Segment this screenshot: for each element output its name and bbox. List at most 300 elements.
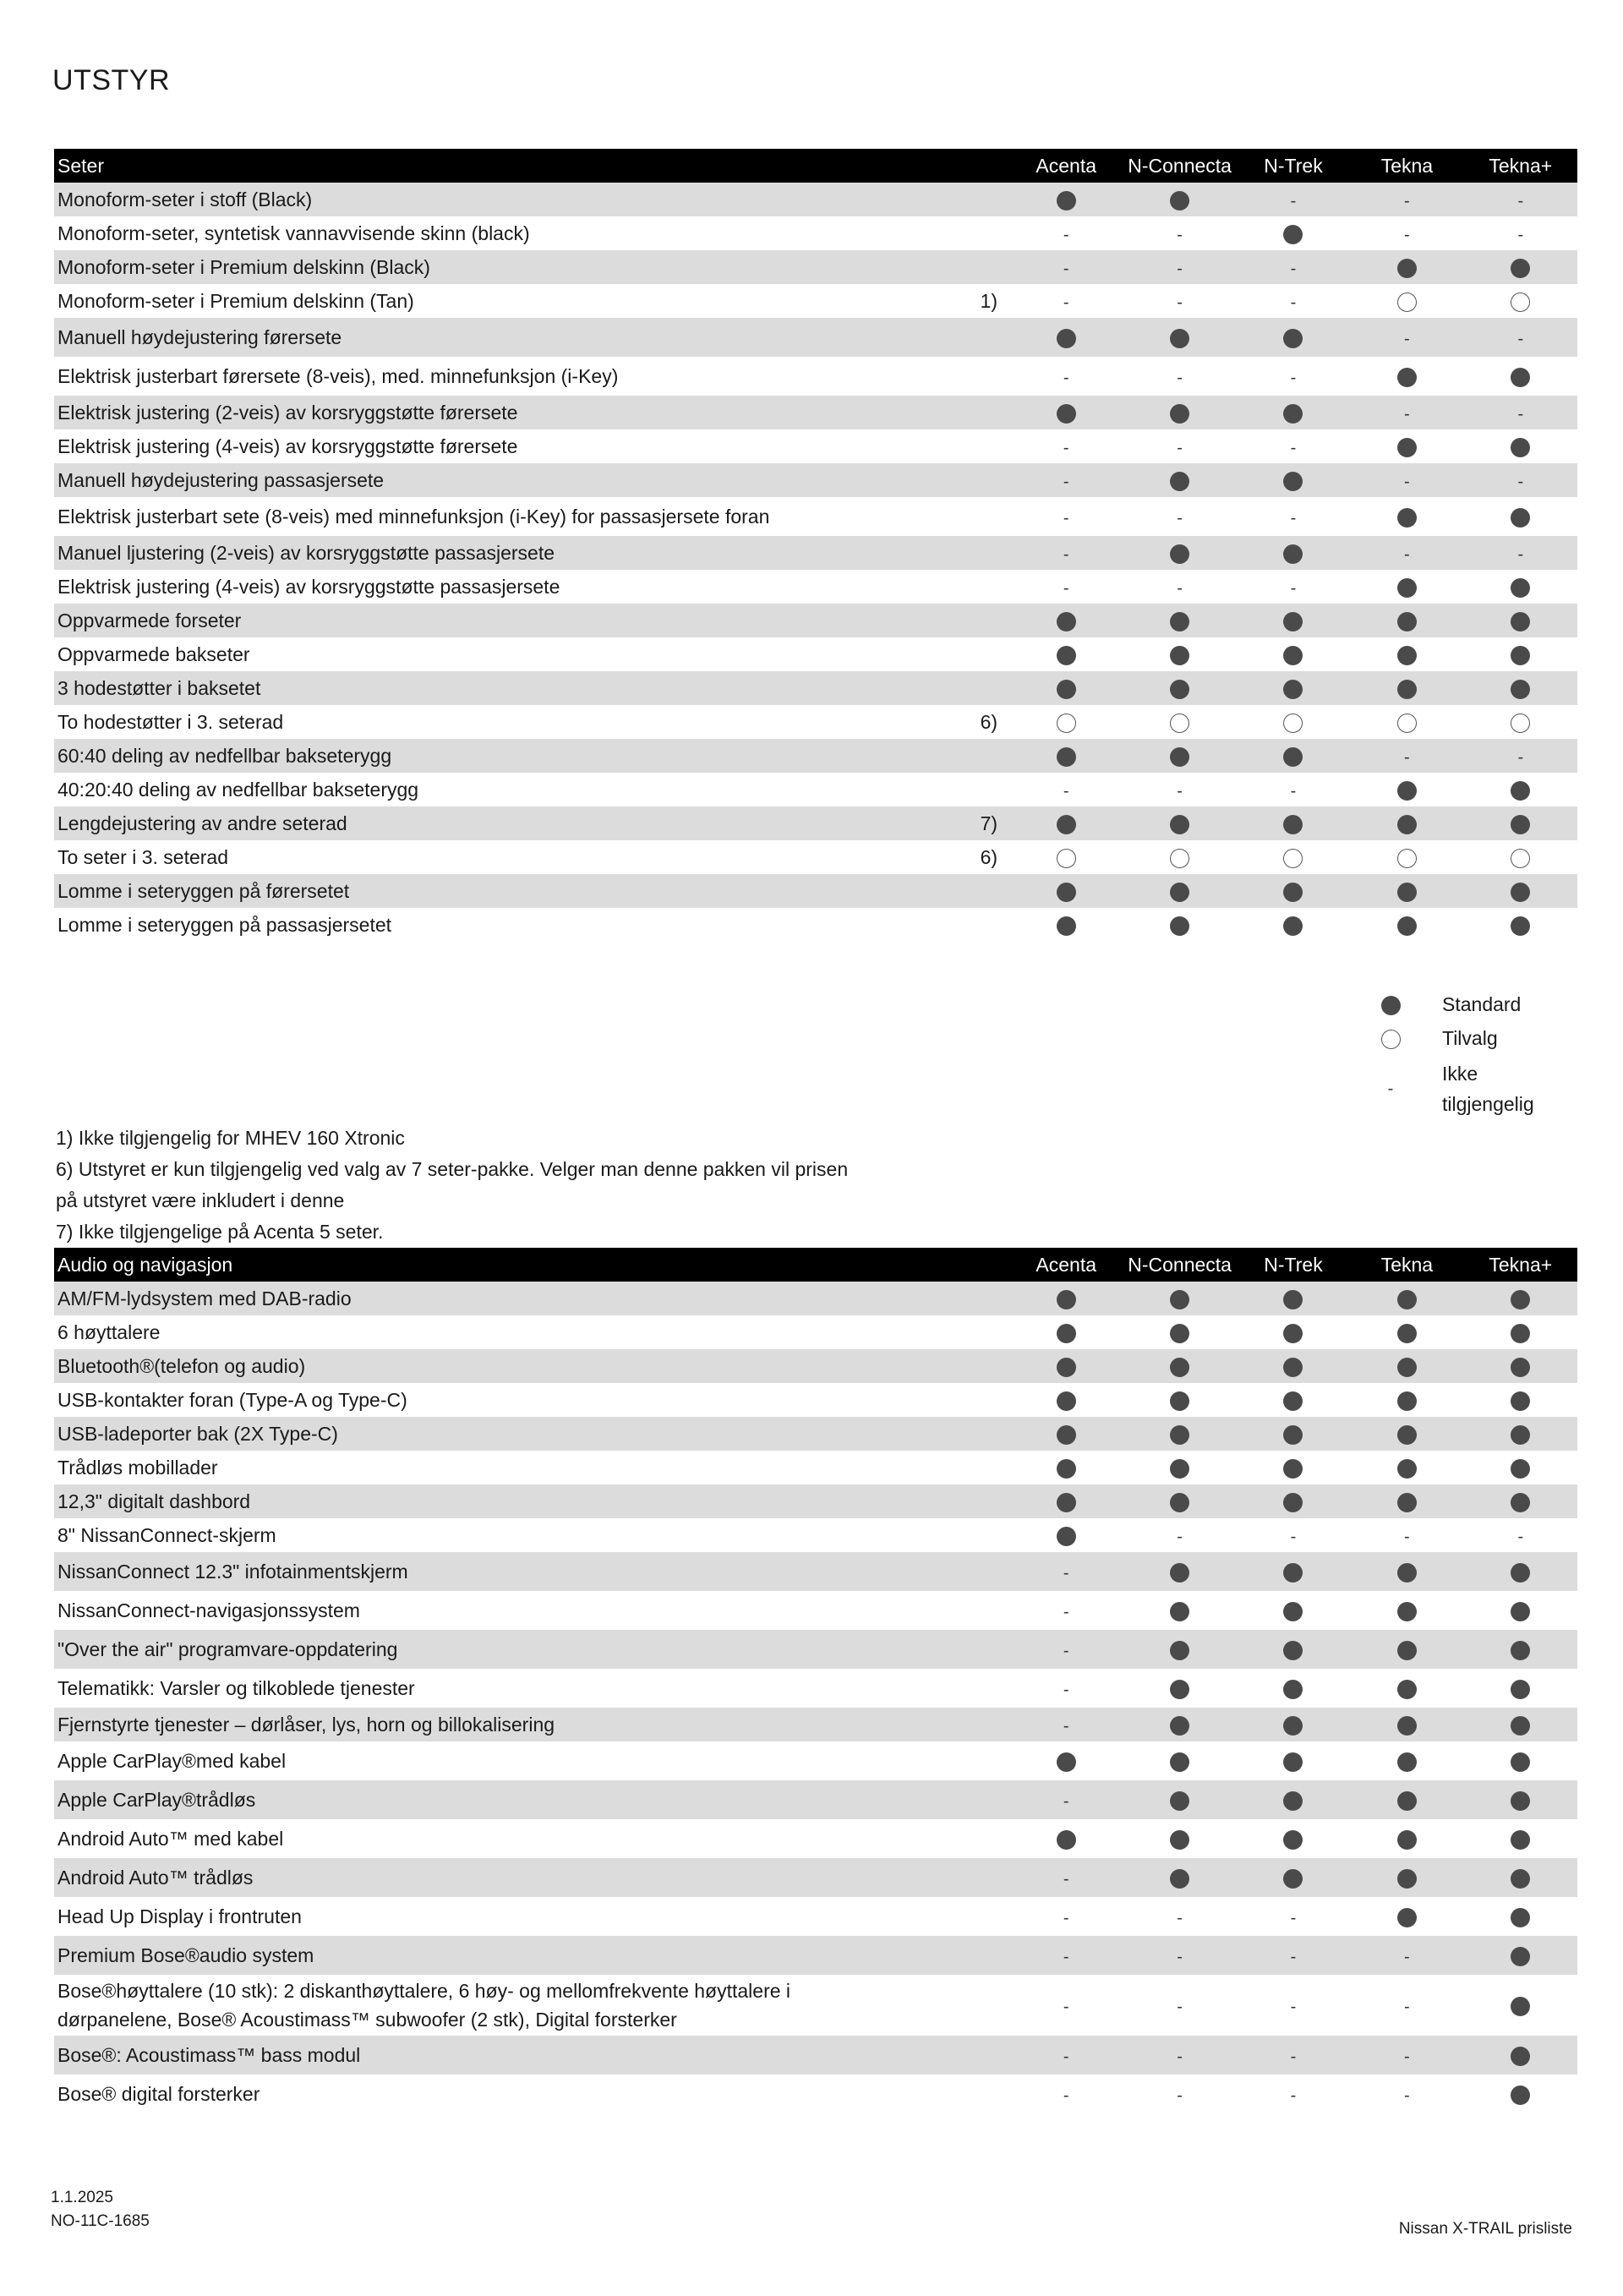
trim-cell bbox=[1009, 284, 1123, 318]
standard-dot-icon bbox=[1511, 578, 1530, 598]
not-available-dash-icon: - bbox=[1177, 2047, 1183, 2066]
table-row bbox=[54, 284, 1577, 318]
standard-dot-icon bbox=[1511, 1459, 1530, 1479]
row-footnote-ref bbox=[899, 1282, 1009, 1315]
not-available-dash-icon: - bbox=[1404, 1527, 1410, 1546]
standard-dot-icon bbox=[1511, 883, 1530, 902]
trim-cell bbox=[1350, 739, 1463, 773]
standard-dot-icon bbox=[1283, 329, 1303, 348]
not-available-dash-icon: - bbox=[1063, 225, 1069, 244]
trim-cell bbox=[1123, 806, 1236, 840]
trim-cell bbox=[1350, 2075, 1463, 2113]
standard-dot-icon bbox=[1283, 472, 1303, 491]
trim-cell bbox=[1350, 396, 1463, 429]
standard-dot-icon bbox=[1057, 1493, 1076, 1512]
trim-cell bbox=[1123, 1591, 1236, 1630]
trim-cell bbox=[1009, 1417, 1123, 1451]
standard-dot-icon bbox=[1397, 508, 1417, 528]
table-row bbox=[54, 1975, 1577, 2036]
standard-dot-icon bbox=[1057, 612, 1076, 631]
standard-dot-icon bbox=[1511, 1425, 1530, 1445]
row-label: Apple CarPlay®trådløs bbox=[54, 1780, 899, 1819]
table-row bbox=[54, 1936, 1577, 1975]
trim-cell bbox=[1350, 1552, 1463, 1591]
row-footnote-ref bbox=[899, 671, 1009, 705]
trim-cell bbox=[1009, 1669, 1123, 1708]
trim-cell bbox=[1123, 536, 1236, 570]
not-available-dash-icon: - bbox=[1290, 1997, 1297, 2016]
not-available-dash-icon: - bbox=[1387, 1079, 1394, 1098]
row-footnote-ref bbox=[899, 570, 1009, 604]
row-footnote-ref bbox=[899, 1591, 1009, 1630]
trim-cell bbox=[1464, 1669, 1577, 1708]
trim-cell bbox=[1464, 536, 1577, 570]
trim-cell bbox=[1123, 1630, 1236, 1669]
standard-dot-icon bbox=[1170, 1358, 1189, 1377]
standard-dot-icon bbox=[1283, 1391, 1303, 1411]
standard-dot-icon bbox=[1397, 680, 1417, 699]
trim-cell bbox=[1123, 908, 1236, 942]
footer-left bbox=[51, 2186, 150, 2233]
trim-cell bbox=[1350, 1518, 1463, 1552]
trim-cell bbox=[1123, 1282, 1236, 1315]
trim-header-acenta: Acenta bbox=[1009, 149, 1123, 183]
not-available-dash-icon: - bbox=[1290, 2047, 1297, 2066]
row-footnote-ref bbox=[899, 1708, 1009, 1741]
standard-dot-icon bbox=[1283, 404, 1303, 424]
trim-cell bbox=[1464, 1819, 1577, 1858]
trim-cell bbox=[1123, 874, 1236, 908]
trim-cell bbox=[1464, 840, 1577, 874]
row-label: Fjernstyrte tjenester – dørlåser, lys, horn og billokalisering bbox=[54, 1708, 899, 1741]
standard-dot-icon bbox=[1057, 191, 1076, 210]
trim-cell bbox=[1237, 1383, 1350, 1417]
standard-dot-icon bbox=[1511, 680, 1530, 699]
trim-header-n-connecta: N-Connecta bbox=[1123, 149, 1236, 183]
trim-cell bbox=[1237, 1518, 1350, 1552]
trim-cell bbox=[1009, 1552, 1123, 1591]
table-row bbox=[54, 536, 1577, 570]
trim-cell bbox=[1464, 429, 1577, 463]
standard-dot-icon bbox=[1283, 544, 1303, 564]
standard-dot-icon bbox=[1170, 1830, 1189, 1850]
row-footnote-ref bbox=[899, 536, 1009, 570]
trim-cell bbox=[1123, 183, 1236, 216]
trim-cell bbox=[1464, 216, 1577, 250]
trim-cell bbox=[1350, 1858, 1463, 1897]
not-available-dash-icon: - bbox=[1063, 1791, 1069, 1811]
trim-cell bbox=[1009, 1780, 1123, 1819]
not-available-dash-icon: - bbox=[1177, 438, 1183, 457]
not-available-dash-icon: - bbox=[1404, 1997, 1410, 2016]
trim-cell bbox=[1464, 874, 1577, 908]
trim-cell bbox=[1009, 1591, 1123, 1630]
trim-cell bbox=[1009, 2075, 1123, 2113]
table-row bbox=[54, 429, 1577, 463]
row-footnote-ref: 6) bbox=[980, 845, 998, 868]
trim-cell bbox=[1464, 318, 1577, 357]
trim-cell bbox=[1123, 1819, 1236, 1858]
standard-dot-icon bbox=[1170, 815, 1189, 834]
standard-dot-icon bbox=[1283, 1641, 1303, 1660]
option-circle-icon bbox=[1170, 849, 1189, 868]
standard-dot-icon bbox=[1057, 1459, 1076, 1479]
standard-dot-icon bbox=[1397, 1752, 1417, 1772]
not-available-dash-icon: - bbox=[1290, 438, 1297, 457]
not-available-dash-icon: - bbox=[1404, 191, 1410, 210]
trim-cell bbox=[1237, 1315, 1350, 1349]
not-available-dash-icon: - bbox=[1290, 292, 1297, 312]
not-available-dash-icon: - bbox=[1063, 1680, 1069, 1699]
not-available-dash-icon: - bbox=[1404, 2047, 1410, 2066]
legend-standard-label: Standard bbox=[1442, 993, 1522, 1015]
trim-cell bbox=[1009, 1741, 1123, 1780]
not-available-dash-icon: - bbox=[1404, 747, 1410, 767]
trim-cell bbox=[1237, 1630, 1350, 1669]
trim-cell bbox=[1009, 1630, 1123, 1669]
standard-dot-icon bbox=[1057, 1527, 1076, 1546]
option-circle-icon bbox=[1170, 713, 1189, 733]
table-row bbox=[54, 806, 1577, 840]
seats-section-title: Seter bbox=[54, 149, 899, 183]
table-row bbox=[54, 463, 1577, 497]
standard-dot-icon bbox=[1283, 1791, 1303, 1811]
trim-cell bbox=[1464, 1858, 1577, 1897]
trim-cell bbox=[1237, 250, 1350, 284]
standard-dot-icon bbox=[1511, 368, 1530, 387]
option-circle-icon bbox=[1057, 849, 1076, 868]
row-label: Oppvarmede forseter bbox=[54, 604, 899, 637]
trim-cell bbox=[1009, 773, 1123, 806]
standard-dot-icon bbox=[1283, 883, 1303, 902]
standard-dot-icon bbox=[1283, 815, 1303, 834]
seats-table bbox=[54, 149, 1577, 942]
standard-dot-icon bbox=[1170, 1324, 1189, 1343]
not-available-dash-icon: - bbox=[1177, 578, 1183, 598]
standard-dot-icon bbox=[1170, 916, 1189, 936]
trim-cell bbox=[1009, 250, 1123, 284]
trim-cell bbox=[1123, 1349, 1236, 1383]
trim-cell bbox=[1237, 1741, 1350, 1780]
standard-dot-icon bbox=[1170, 1791, 1189, 1811]
trim-cell bbox=[1464, 463, 1577, 497]
row-label: Elektrisk justering (4-veis) av korsryggstøtte passasjersete bbox=[57, 575, 560, 598]
not-available-dash-icon: - bbox=[1290, 1947, 1297, 1966]
trim-cell bbox=[1237, 1780, 1350, 1819]
row-label: To seter i 3. seterad bbox=[57, 845, 228, 868]
trim-header-n-trek: N-Trek bbox=[1237, 149, 1350, 183]
row-footnote-ref bbox=[899, 739, 1009, 773]
row-label: Bluetooth®(telefon og audio) bbox=[54, 1349, 899, 1383]
standard-dot-icon bbox=[1283, 1324, 1303, 1343]
trim-cell bbox=[1237, 357, 1350, 396]
standard-dot-icon bbox=[1511, 1830, 1530, 1850]
option-circle-icon bbox=[1511, 849, 1530, 868]
trim-header-n-trek: N-Trek bbox=[1237, 1248, 1350, 1282]
not-available-dash-icon: - bbox=[1290, 508, 1297, 528]
trim-cell bbox=[1009, 183, 1123, 216]
audio-table bbox=[54, 1248, 1577, 2113]
not-available-dash-icon: - bbox=[1063, 438, 1069, 457]
row-footnote-ref bbox=[899, 2075, 1009, 2113]
row-label: Oppvarmede bakseter bbox=[57, 642, 250, 665]
table-row bbox=[54, 1741, 1577, 1780]
trim-cell bbox=[1350, 1282, 1463, 1315]
standard-dot-icon bbox=[1057, 916, 1076, 936]
trim-header-tekna-plus: Tekna+ bbox=[1464, 149, 1577, 183]
footnotes bbox=[56, 1123, 935, 1248]
standard-dot-icon bbox=[1511, 508, 1530, 528]
table-row bbox=[54, 1819, 1577, 1858]
trim-cell bbox=[1464, 1936, 1577, 1975]
not-available-dash-icon: - bbox=[1290, 2086, 1297, 2105]
trim-cell bbox=[1123, 216, 1236, 250]
row-footnote-ref bbox=[899, 250, 1009, 284]
standard-dot-icon bbox=[1283, 1716, 1303, 1736]
trim-cell bbox=[1123, 1897, 1236, 1936]
standard-dot-icon bbox=[1397, 815, 1417, 834]
row-label: Monoform-seter i stoff (Black) bbox=[54, 183, 899, 216]
standard-dot-icon bbox=[1283, 1830, 1303, 1850]
row-footnote-ref bbox=[899, 1451, 1009, 1484]
table-row bbox=[54, 1484, 1577, 1518]
trim-cell bbox=[1009, 806, 1123, 840]
standard-dot-icon bbox=[1170, 191, 1189, 210]
standard-dot-icon bbox=[1397, 612, 1417, 631]
standard-dot-icon bbox=[1283, 1752, 1303, 1772]
standard-dot-icon bbox=[1170, 1752, 1189, 1772]
trim-cell bbox=[1350, 463, 1463, 497]
trim-cell bbox=[1009, 908, 1123, 942]
standard-dot-icon bbox=[1397, 1716, 1417, 1736]
trim-cell bbox=[1237, 739, 1350, 773]
trim-cell bbox=[1464, 1741, 1577, 1780]
table-row bbox=[54, 2036, 1577, 2075]
standard-dot-icon bbox=[1283, 1425, 1303, 1445]
trim-cell bbox=[1464, 1282, 1577, 1315]
trim-cell bbox=[1009, 1451, 1123, 1484]
standard-dot-icon bbox=[1397, 578, 1417, 598]
trim-cell bbox=[1123, 357, 1236, 396]
trim-header-tekna-plus: Tekna+ bbox=[1464, 1248, 1577, 1282]
not-available-dash-icon: - bbox=[1404, 2086, 1410, 2105]
standard-dot-icon bbox=[1057, 815, 1076, 834]
trim-cell bbox=[1009, 357, 1123, 396]
trim-cell bbox=[1009, 671, 1123, 705]
option-circle-icon bbox=[1381, 1030, 1401, 1049]
table-row bbox=[54, 1518, 1577, 1552]
trim-cell bbox=[1464, 1484, 1577, 1518]
not-available-dash-icon: - bbox=[1063, 1641, 1069, 1660]
trim-cell bbox=[1464, 1518, 1577, 1552]
standard-dot-icon bbox=[1511, 815, 1530, 834]
trim-cell bbox=[1009, 1484, 1123, 1518]
trim-cell bbox=[1464, 1383, 1577, 1417]
trim-cell bbox=[1237, 429, 1350, 463]
row-footnote-ref bbox=[899, 1780, 1009, 1819]
table-row bbox=[54, 2075, 1577, 2113]
trim-cell bbox=[1123, 1741, 1236, 1780]
legend bbox=[1369, 987, 1534, 1123]
row-label: "Over the air" programvare-oppdatering bbox=[54, 1630, 899, 1669]
trim-cell bbox=[1123, 2075, 1236, 2113]
standard-dot-icon bbox=[1511, 1324, 1530, 1343]
standard-dot-icon bbox=[1170, 883, 1189, 902]
trim-cell bbox=[1009, 739, 1123, 773]
trim-cell bbox=[1350, 671, 1463, 705]
not-available-dash-icon: - bbox=[1404, 225, 1410, 244]
table-row bbox=[54, 570, 1577, 604]
row-label: Android Auto™ med kabel bbox=[57, 1827, 284, 1850]
trim-cell bbox=[1123, 1975, 1236, 2036]
row-footnote-ref bbox=[899, 1630, 1009, 1669]
legend-standard bbox=[1369, 987, 1534, 1021]
trim-cell bbox=[1237, 284, 1350, 318]
standard-dot-icon bbox=[1283, 1459, 1303, 1479]
audio-table-header bbox=[54, 1248, 1577, 1282]
standard-dot-icon bbox=[1283, 916, 1303, 936]
not-available-dash-icon: - bbox=[1177, 781, 1183, 801]
trim-header-tekna: Tekna bbox=[1350, 1248, 1463, 1282]
trim-cell bbox=[1350, 773, 1463, 806]
standard-dot-icon bbox=[1170, 646, 1189, 665]
row-label: Monoform-seter i Premium delskinn (Black) bbox=[54, 250, 899, 284]
trim-cell bbox=[1237, 637, 1350, 671]
not-available-dash-icon: - bbox=[1063, 1716, 1069, 1736]
trim-cell bbox=[1237, 1936, 1350, 1975]
table-row bbox=[54, 1897, 1577, 1936]
standard-dot-icon bbox=[1511, 1641, 1530, 1660]
trim-cell bbox=[1350, 429, 1463, 463]
trim-cell bbox=[1464, 1315, 1577, 1349]
option-circle-icon bbox=[1397, 292, 1417, 312]
row-footnote-ref bbox=[899, 1484, 1009, 1518]
not-available-dash-icon: - bbox=[1177, 225, 1183, 244]
trim-cell bbox=[1123, 1417, 1236, 1451]
not-available-dash-icon: - bbox=[1177, 1527, 1183, 1546]
row-label: Elektrisk justerbart førersete (8-veis), med. minnefunksjon (i-Key) bbox=[57, 364, 619, 387]
table-row bbox=[54, 1349, 1577, 1383]
trim-cell bbox=[1237, 1552, 1350, 1591]
standard-dot-icon bbox=[1057, 404, 1076, 424]
standard-dot-icon bbox=[1283, 1290, 1303, 1309]
row-label: 3 hodestøtter i baksetet bbox=[54, 671, 899, 705]
trim-cell bbox=[1237, 1819, 1350, 1858]
row-label: Bose®høyttalere (10 stk): 2 diskanthøyttalere, 6 høy- og mellomfrekvente høyttalere i dørpanelene, Bose® Acoustimass™ subwoofer (2 stk), Digital forsterker bbox=[57, 1980, 791, 2031]
not-available-dash-icon: - bbox=[1517, 191, 1524, 210]
not-available-dash-icon: - bbox=[1290, 1908, 1297, 1927]
standard-dot-icon bbox=[1057, 1391, 1076, 1411]
row-label: AM/FM-lydsystem med DAB-radio bbox=[54, 1282, 899, 1315]
standard-dot-icon bbox=[1057, 1324, 1076, 1343]
standard-dot-icon bbox=[1170, 1391, 1189, 1411]
row-footnote-ref bbox=[899, 396, 1009, 429]
trim-cell bbox=[1237, 1591, 1350, 1630]
trim-cell bbox=[1464, 705, 1577, 739]
trim-cell bbox=[1009, 1349, 1123, 1383]
row-label: Premium Bose®audio system bbox=[54, 1936, 899, 1975]
trim-cell bbox=[1009, 637, 1123, 671]
row-label: USB-kontakter foran (Type-A og Type-C) bbox=[57, 1388, 407, 1411]
standard-dot-icon bbox=[1397, 1459, 1417, 1479]
footnote-6-cont: på utstyret være inkludert i denne bbox=[56, 1189, 345, 1211]
standard-dot-icon bbox=[1283, 680, 1303, 699]
trim-cell bbox=[1350, 250, 1463, 284]
standard-dot-icon bbox=[1170, 612, 1189, 631]
trim-cell bbox=[1350, 216, 1463, 250]
not-available-dash-icon: - bbox=[1517, 747, 1524, 767]
trim-cell bbox=[1464, 637, 1577, 671]
standard-dot-icon bbox=[1170, 1493, 1189, 1512]
trim-cell bbox=[1123, 1383, 1236, 1417]
not-available-dash-icon: - bbox=[1404, 472, 1410, 491]
legend-na-line1: Ikke bbox=[1442, 1063, 1478, 1085]
trim-cell bbox=[1464, 497, 1577, 536]
trim-cell bbox=[1237, 396, 1350, 429]
row-footnote-ref bbox=[899, 497, 1009, 536]
not-available-dash-icon: - bbox=[1290, 781, 1297, 801]
trim-cell bbox=[1237, 463, 1350, 497]
table-row bbox=[54, 318, 1577, 357]
not-available-dash-icon: - bbox=[1177, 292, 1183, 312]
table-row bbox=[54, 705, 1577, 739]
not-available-dash-icon: - bbox=[1177, 1997, 1183, 2016]
standard-dot-icon bbox=[1397, 916, 1417, 936]
trim-header-tekna: Tekna bbox=[1350, 149, 1463, 183]
trim-cell bbox=[1464, 570, 1577, 604]
trim-cell bbox=[1350, 1780, 1463, 1819]
trim-cell bbox=[1350, 284, 1463, 318]
table-row bbox=[54, 1858, 1577, 1897]
standard-dot-icon bbox=[1283, 1563, 1303, 1583]
row-footnote-ref bbox=[899, 429, 1009, 463]
trim-cell bbox=[1464, 2075, 1577, 2113]
audio-section-title: Audio og navigasjon bbox=[54, 1248, 899, 1282]
standard-dot-icon bbox=[1283, 1602, 1303, 1621]
trim-cell bbox=[1237, 874, 1350, 908]
trim-cell bbox=[1350, 1819, 1463, 1858]
standard-dot-icon bbox=[1397, 1680, 1417, 1699]
standard-dot-icon bbox=[1397, 1425, 1417, 1445]
trim-cell bbox=[1237, 908, 1350, 942]
trim-cell bbox=[1464, 773, 1577, 806]
not-available-dash-icon: - bbox=[1063, 2086, 1069, 2105]
seats-table-header bbox=[54, 149, 1577, 183]
trim-cell bbox=[1123, 429, 1236, 463]
not-available-dash-icon: - bbox=[1517, 329, 1524, 348]
not-available-dash-icon: - bbox=[1290, 191, 1297, 210]
standard-dot-icon bbox=[1057, 329, 1076, 348]
trim-cell bbox=[1237, 604, 1350, 637]
standard-dot-icon bbox=[1511, 1908, 1530, 1927]
trim-cell bbox=[1237, 671, 1350, 705]
standard-dot-icon bbox=[1170, 1563, 1189, 1583]
trim-cell bbox=[1009, 570, 1123, 604]
standard-dot-icon bbox=[1511, 1947, 1530, 1966]
standard-dot-icon bbox=[1283, 1358, 1303, 1377]
row-label: 12,3" digitalt dashbord bbox=[54, 1484, 899, 1518]
row-label: Head Up Display i frontruten bbox=[57, 1905, 302, 1927]
standard-dot-icon bbox=[1511, 1290, 1530, 1309]
trim-cell bbox=[1350, 1383, 1463, 1417]
trim-cell bbox=[1123, 739, 1236, 773]
trim-header-acenta: Acenta bbox=[1009, 1248, 1123, 1282]
standard-dot-icon bbox=[1511, 1680, 1530, 1699]
row-label: USB-ladeporter bak (2X Type-C) bbox=[54, 1417, 899, 1451]
standard-dot-icon bbox=[1397, 438, 1417, 457]
row-label: Elektrisk justering (2-veis) av korsryggstøtte førersete bbox=[54, 396, 899, 429]
trim-cell bbox=[1009, 429, 1123, 463]
